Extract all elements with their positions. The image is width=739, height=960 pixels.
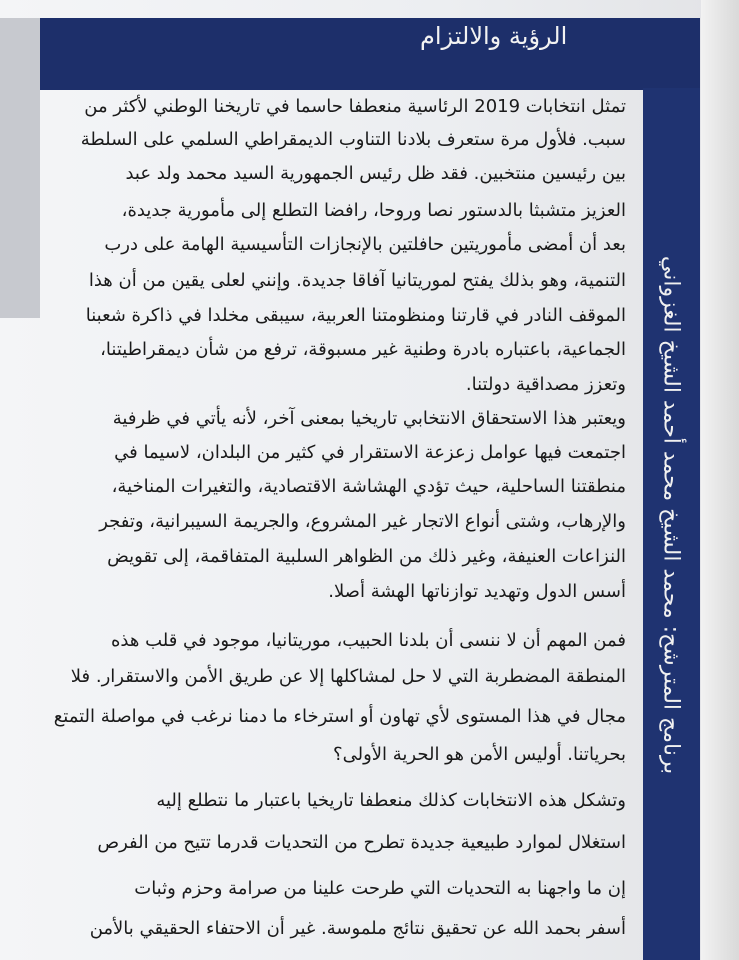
text-line: المنطقة المضطربة التي لا حل لمشاكلها إلا عن طريق الأمن والاستقرار. فلا bbox=[70, 666, 626, 687]
article-body bbox=[0, 84, 640, 960]
header-band bbox=[40, 18, 700, 90]
text-line: سبب. فلأول مرة ستعرف بلادنا التناوب الديمقراطي السلمي على السلطة bbox=[80, 129, 626, 150]
text-line: أسس الدول وتهديد توازناتها الهشة أصلا. bbox=[328, 581, 626, 602]
text-line: الموقف النادر في قارتنا ومنظومتنا العربية، سيبقى مخلدا في ذاكرة شعبنا bbox=[85, 305, 626, 326]
text-line: اجتمعت فيها عوامل زعزعة الاستقرار في كثير من البلدان، لاسيما في bbox=[114, 442, 626, 463]
text-line: وتشكل هذه الانتخابات كذلك منعطفا تاريخيا باعتبار ما نتطلع إليه bbox=[156, 790, 626, 811]
page-right-edge bbox=[701, 0, 739, 960]
sidebar-caption: برنامج المترشح: محمد الشيخ محمد أحمد الشيخ الغزواني bbox=[658, 255, 684, 775]
text-line: العزيز متشبثا بالدستور نصا وروحا، رافضا التطلع إلى مأمورية جديدة، bbox=[121, 200, 626, 221]
text-line: وتعزز مصداقية دولتنا. bbox=[465, 374, 626, 395]
text-line: ويعتبر هذا الاستحقاق الانتخابي تاريخيا بمعنى آخر، لأنه يأتي في ظرفية bbox=[112, 408, 626, 429]
text-line: التنمية، وهو بذلك يفتح لموريتانيا آفاقا جديدة. وإنني لعلى يقين من أن هذا bbox=[88, 270, 626, 291]
text-line: والإرهاب، وشتى أنواع الاتجار غير المشروع، والجريمة السيبرانية، وتفجر bbox=[99, 511, 626, 532]
text-line: بعد أن أمضى مأموريتين حافلتين بالإنجازات التأسيسية الهامة على درب bbox=[104, 234, 626, 255]
text-line: فمن المهم أن لا ننسى أن بلدنا الحبيب، موريتانيا، موجود في قلب هذه bbox=[110, 630, 626, 651]
text-line: بحرياتنا. أوليس الأمن هو الحرية الأولى؟ bbox=[333, 744, 626, 765]
text-line: استغلال لموارد طبيعية جديدة تطرح من التحديات قدرما تتيح من الفرص bbox=[97, 832, 626, 853]
text-line: بين رئيسين منتخبين. فقد ظل رئيس الجمهورية السيد محمد ولد عبد bbox=[125, 163, 626, 184]
text-line: الجماعية، باعتباره بادرة وطنية غير مسبوقة، ترفع من شأن ديمقراطيتنا، bbox=[100, 339, 626, 360]
text-line: إن ما واجهنا به التحديات التي طرحت علينا من صرامة وحزم وثبات bbox=[134, 878, 626, 899]
section-title: الرؤية والالتزام bbox=[420, 22, 568, 50]
text-line: أسفر بحمد الله عن تحقيق نتائج ملموسة. غير أن الاحتفاء الحقيقي بالأمن bbox=[89, 918, 626, 939]
text-line: منطقتنا الساحلية، حيث تؤدي الهشاشة الاقتصادية، والتغيرات المناخية، bbox=[111, 476, 626, 497]
text-line: تمثل انتخابات 2019 الرئاسية منعطفا حاسما في تاريخنا الوطني لأكثر من bbox=[84, 96, 626, 117]
text-line: النزاعات العنيفة، وغير ذلك من الظواهر السلبية المتفاقمة، إلى تقويض bbox=[107, 546, 626, 567]
text-line: مجال في هذا المستوى لأي تهاون أو استرخاء ما دمنا نرغب في مواصلة التمتع bbox=[53, 706, 626, 727]
